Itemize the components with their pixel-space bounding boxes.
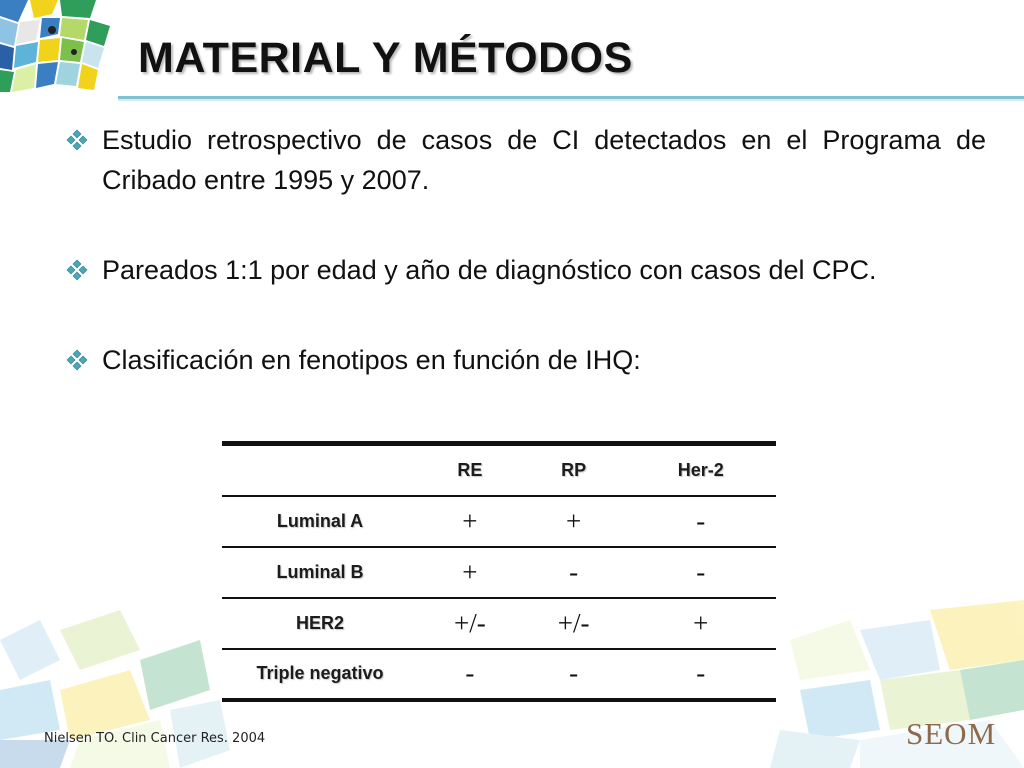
bullet-text: Clasificación en fenotipos en función de IHQ:	[102, 345, 641, 375]
slide-title: MATERIAL Y MÉTODOS	[138, 34, 633, 82]
table-cell: -	[696, 505, 706, 536]
bullet-item	[64, 340, 986, 380]
table-cell: +	[693, 607, 709, 638]
title-divider	[118, 96, 1024, 101]
bullet-text: Estudio retrospectivo de casos de CI detectados en el Programa de Cribado entre 1995 y 2007.	[102, 125, 986, 195]
table-cell: +	[462, 505, 478, 536]
row-label: Luminal A	[276, 510, 364, 531]
table-cell: +	[566, 505, 582, 536]
bullet-item	[64, 120, 986, 200]
table-row	[222, 547, 776, 598]
table-cell: -	[696, 556, 706, 587]
table-header-cell: Her-2	[677, 459, 724, 480]
row-label: HER2	[295, 612, 344, 633]
table-header-cell	[222, 444, 418, 496]
table-cell: -	[696, 658, 706, 688]
seom-logo: SEOM	[906, 716, 997, 751]
table-cell: +	[462, 556, 478, 587]
diamond-bullet-icon	[66, 259, 88, 281]
table-header-cell: RE	[457, 459, 483, 480]
table-cell: -	[465, 658, 475, 688]
diamond-bullet-icon	[66, 349, 88, 371]
table-row	[222, 496, 776, 547]
bullet-text: Pareados 1:1 por edad y año de diagnóstico con casos del CPC.	[102, 255, 877, 285]
citation: Nielsen TO. Clin Cancer Res. 2004	[44, 731, 266, 746]
row-label: Luminal B	[276, 561, 364, 582]
table-cell: +/-	[557, 607, 590, 638]
diamond-bullet-icon	[66, 129, 88, 151]
row-label: Triple negativo	[256, 663, 384, 683]
table-cell: +/-	[454, 607, 486, 638]
table-header-cell: RP	[561, 459, 587, 480]
bullet-list	[64, 120, 986, 380]
bullet-item	[64, 250, 986, 290]
table-header-row	[222, 444, 776, 496]
mosaic-logo-icon	[0, 0, 118, 96]
table-cell: -	[569, 658, 579, 688]
table-cell: -	[569, 556, 579, 587]
